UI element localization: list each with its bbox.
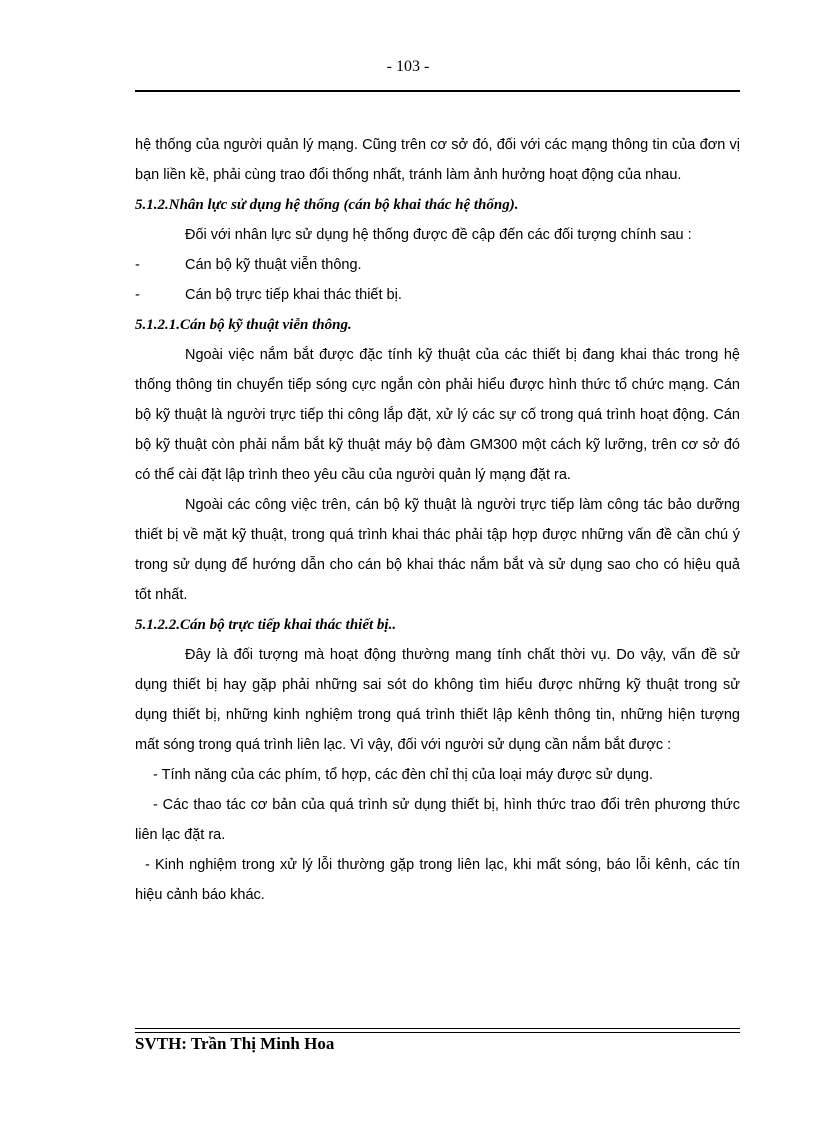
paragraph-intro: hệ thống của người quản lý mạng. Cũng trên cơ sở đó, đối với các mạng thông tin của đơn vị bạn liền kề, phải cùng trao đổi thống nhất, tránh làm ảnh hưởng hoạt động của nhau. (135, 137, 740, 183)
list-item: - Kinh nghiệm trong xử lý lỗi thường gặp trong liên lạc, khi mất sóng, báo lỗi kênh, các tín hiệu cảnh báo khác. (135, 857, 740, 903)
list-item (135, 250, 740, 280)
list-item-text: Cán bộ trực tiếp khai thác thiết bị. (185, 287, 402, 303)
dash-marker: - (135, 287, 140, 303)
document-body (135, 130, 740, 910)
list-item (135, 280, 740, 310)
heading-5-1-2-2: 5.1.2.2.Cán bộ trực tiếp khai thác thiết bị.. (135, 617, 397, 633)
footer-author: SVTH: Trần Thị Minh Hoa (135, 1034, 335, 1053)
header-rule (135, 90, 740, 92)
heading-5-1-2: 5.1.2.Nhân lực sử dụng hệ thống (cán bộ khai thác hệ thống). (135, 197, 519, 213)
paragraph-5-1-2-2: Đây là đối tượng mà hoạt động thường mang tính chất thời vụ. Do vậy, vấn đề sử dụng thiết bị hay gặp phải những sai sót do không tìm hiểu được những kỹ thuật trong sử dụng thiết bị, những kinh nghiệm trong quá trình thiết lập kênh thông tin, những hiện tượng mất sóng trong quá trình liên lạc. Vì vậy, đối với người sử dụng cần nắm bắt được : (135, 647, 740, 753)
dash-marker: - (135, 257, 140, 273)
list-item: - Các thao tác cơ bản của quá trình sử dụng thiết bị, hình thức trao đổi trên phương thức liên lạc đặt ra. (135, 797, 740, 843)
paragraph-5-1-2-1-b: Ngoài các công việc trên, cán bộ kỹ thuật là người trực tiếp làm công tác bảo dưỡng thiết bị về mặt kỹ thuật, trong quá trình khai thác phải tập hợp được những vấn đề cần chú ý trong sử dụng để hướng dẫn cho cán bộ khai thác nắm bắt và sử dụng sao cho có hiệu quả tốt nhất. (135, 497, 740, 603)
list-item: - Tính năng của các phím, tổ hợp, các đèn chỉ thị của loại máy được sử dụng. (153, 767, 654, 783)
paragraph-5-1-2: Đối với nhân lực sử dụng hệ thống được đề cập đến các đối tượng chính sau : (185, 227, 692, 243)
heading-5-1-2-1: 5.1.2.1.Cán bộ kỹ thuật viễn thông. (135, 317, 352, 333)
footer-rule (135, 1028, 740, 1033)
page-number: - 103 - (386, 58, 430, 75)
list-item-text: Cán bộ kỹ thuật viễn thông. (185, 257, 362, 273)
paragraph-5-1-2-1-a: Ngoài việc nắm bắt được đặc tính kỹ thuật của các thiết bị đang khai thác trong hệ thống thông tin chuyển tiếp sóng cực ngắn còn phải hiểu được hình thức tổ chức mạng. Cán bộ kỹ thuật là người trực tiếp thi công lắp đặt, xử lý các sự cố trong quá trình hoạt động. Cán bộ kỹ thuật còn phải nắm bắt kỹ thuật máy bộ đàm GM300 một cách kỹ lưỡng, trên cơ sở đó có thể cài đặt lập trình theo yêu cầu của người quản lý mạng đặt ra. (135, 347, 740, 483)
